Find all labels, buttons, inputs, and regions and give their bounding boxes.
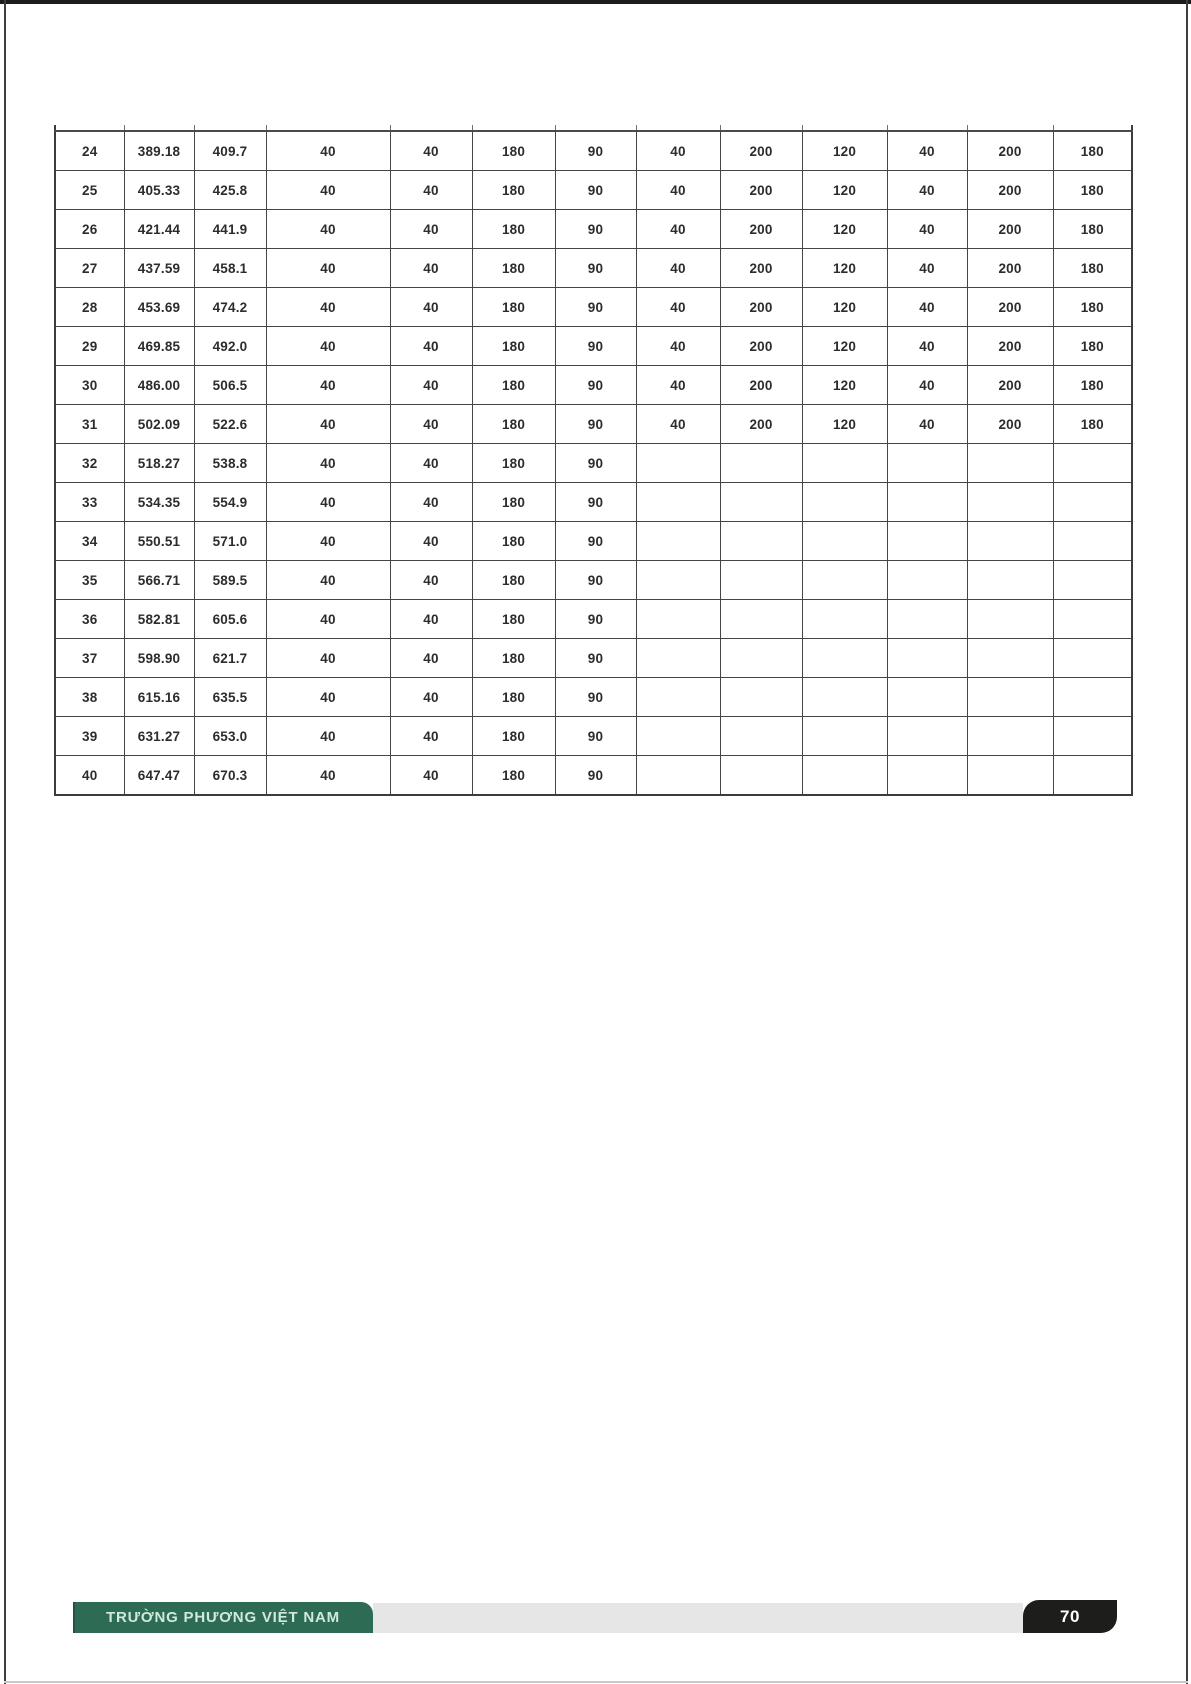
- table-cell: 598.90: [124, 639, 194, 678]
- table-cell: 506.5: [194, 366, 266, 405]
- table-cell: [802, 678, 887, 717]
- table-cell: 437.59: [124, 249, 194, 288]
- table-cell: [720, 483, 802, 522]
- table-cell: 90: [555, 405, 636, 444]
- table-cell: [802, 717, 887, 756]
- table-cell: [636, 717, 720, 756]
- table-cell: 421.44: [124, 210, 194, 249]
- table-cell: 40: [266, 131, 390, 171]
- table-cell: 40: [266, 561, 390, 600]
- table-cell: 90: [555, 288, 636, 327]
- table-cell: 120: [802, 131, 887, 171]
- table-cell: 200: [720, 249, 802, 288]
- table-cell: [1053, 522, 1132, 561]
- table-cell: [887, 678, 967, 717]
- table-cell: 180: [472, 600, 555, 639]
- table-cell: 605.6: [194, 600, 266, 639]
- table-cell: 120: [802, 288, 887, 327]
- table-cell: 200: [720, 288, 802, 327]
- table-cell: 571.0: [194, 522, 266, 561]
- table-cell: [967, 561, 1053, 600]
- table-cell: [802, 483, 887, 522]
- table-cell: 120: [802, 249, 887, 288]
- table-cell: 90: [555, 639, 636, 678]
- table-cell: [636, 600, 720, 639]
- table-cell: [967, 600, 1053, 639]
- table-cell: 31: [55, 405, 124, 444]
- table-cell: 180: [472, 210, 555, 249]
- table-cell: [636, 522, 720, 561]
- table-cell: 40: [266, 444, 390, 483]
- table-cell: 90: [555, 327, 636, 366]
- table-cell: 40: [390, 717, 472, 756]
- table-row: [55, 171, 1132, 210]
- table-cell: 180: [472, 717, 555, 756]
- table-cell: 200: [967, 210, 1053, 249]
- table-cell: 180: [472, 327, 555, 366]
- table-cell: [636, 756, 720, 796]
- table-cell: 180: [1053, 405, 1132, 444]
- table-cell: 200: [967, 288, 1053, 327]
- table-cell: 33: [55, 483, 124, 522]
- table-cell: 589.5: [194, 561, 266, 600]
- table-cell: 389.18: [124, 131, 194, 171]
- table-cell: 40: [636, 131, 720, 171]
- table-cell: 40: [887, 405, 967, 444]
- table-cell: 200: [967, 131, 1053, 171]
- table-cell: 425.8: [194, 171, 266, 210]
- table-cell: 40: [266, 327, 390, 366]
- table-cell: [1053, 639, 1132, 678]
- table-cell: 40: [390, 483, 472, 522]
- table-cell: [887, 756, 967, 796]
- table-cell: 200: [720, 366, 802, 405]
- table-cell: 90: [555, 210, 636, 249]
- table-cell: 40: [266, 717, 390, 756]
- table-cell: 180: [472, 561, 555, 600]
- table-row: [55, 561, 1132, 600]
- table-cell: [720, 444, 802, 483]
- table-cell: 120: [802, 405, 887, 444]
- table-cell: 90: [555, 561, 636, 600]
- table-row: [55, 210, 1132, 249]
- table-cell: 486.00: [124, 366, 194, 405]
- table-row: [55, 522, 1132, 561]
- table-cell: 180: [472, 171, 555, 210]
- table-cell: 35: [55, 561, 124, 600]
- table-row: [55, 288, 1132, 327]
- table-cell: 200: [720, 405, 802, 444]
- table-cell: 502.09: [124, 405, 194, 444]
- table-cell: 200: [967, 327, 1053, 366]
- table-cell: 534.35: [124, 483, 194, 522]
- table-cell: [636, 483, 720, 522]
- page-number-badge: [1023, 1600, 1117, 1633]
- table-cell: 180: [472, 756, 555, 796]
- table-cell: [802, 600, 887, 639]
- table-cell: [1053, 678, 1132, 717]
- table-cell: 40: [390, 131, 472, 171]
- table-cell: [967, 522, 1053, 561]
- table-cell: [720, 561, 802, 600]
- table-cell: 40: [390, 522, 472, 561]
- page-border-right: [1186, 0, 1188, 1684]
- table-cell: 180: [1053, 171, 1132, 210]
- table-cell: 120: [802, 171, 887, 210]
- table-cell: 40: [266, 483, 390, 522]
- table-cell: 90: [555, 171, 636, 210]
- table-cell: [887, 444, 967, 483]
- table-cell: 40: [390, 678, 472, 717]
- table-cell: 492.0: [194, 327, 266, 366]
- table-cell: 40: [390, 249, 472, 288]
- table-cell: 409.7: [194, 131, 266, 171]
- table-cell: 120: [802, 327, 887, 366]
- table-cell: 474.2: [194, 288, 266, 327]
- table-cell: 647.47: [124, 756, 194, 796]
- table-cell: 40: [887, 249, 967, 288]
- table-cell: [967, 678, 1053, 717]
- table-cell: [967, 717, 1053, 756]
- table-cell: 653.0: [194, 717, 266, 756]
- table-cell: 631.27: [124, 717, 194, 756]
- table-cell: [1053, 756, 1132, 796]
- table-cell: 34: [55, 522, 124, 561]
- table-cell: 28: [55, 288, 124, 327]
- table-cell: [1053, 717, 1132, 756]
- table-cell: 200: [967, 366, 1053, 405]
- table-cell: 180: [472, 639, 555, 678]
- table-cell: 36: [55, 600, 124, 639]
- table-cell: [967, 444, 1053, 483]
- table-cell: 40: [887, 210, 967, 249]
- table-row: [55, 717, 1132, 756]
- page-border-top: [0, 0, 1191, 4]
- table-cell: 40: [887, 327, 967, 366]
- table-cell: 120: [802, 210, 887, 249]
- table-cell: [887, 639, 967, 678]
- table-cell: 670.3: [194, 756, 266, 796]
- table-cell: 200: [967, 171, 1053, 210]
- table-cell: [1053, 444, 1132, 483]
- table-cell: [887, 717, 967, 756]
- table-cell: [1053, 483, 1132, 522]
- table-cell: 635.5: [194, 678, 266, 717]
- table-cell: 40: [266, 678, 390, 717]
- table-cell: 40: [636, 366, 720, 405]
- table-cell: 180: [472, 249, 555, 288]
- table-cell: 26: [55, 210, 124, 249]
- table-cell: 40: [887, 131, 967, 171]
- table-cell: 90: [555, 444, 636, 483]
- table-cell: 554.9: [194, 483, 266, 522]
- table-cell: 40: [266, 522, 390, 561]
- table-cell: 40: [390, 756, 472, 796]
- table-cell: 200: [967, 249, 1053, 288]
- table-cell: 180: [1053, 210, 1132, 249]
- table-cell: [802, 639, 887, 678]
- table-cell: [720, 522, 802, 561]
- table-cell: [636, 678, 720, 717]
- table-cell: 550.51: [124, 522, 194, 561]
- table-cell: 200: [720, 327, 802, 366]
- table-cell: 37: [55, 639, 124, 678]
- table-cell: [887, 561, 967, 600]
- table-cell: 40: [390, 561, 472, 600]
- table-cell: 90: [555, 483, 636, 522]
- page-number-label: 70: [1060, 1606, 1080, 1626]
- table-cell: 180: [1053, 131, 1132, 171]
- table-cell: 90: [555, 756, 636, 796]
- table-cell: 38: [55, 678, 124, 717]
- table-cell: 90: [555, 522, 636, 561]
- table-cell: 90: [555, 678, 636, 717]
- table-cell: 40: [390, 327, 472, 366]
- table-cell: 180: [472, 405, 555, 444]
- table-cell: 39: [55, 717, 124, 756]
- table-cell: 40: [266, 210, 390, 249]
- table-cell: 582.81: [124, 600, 194, 639]
- table-cell: 621.7: [194, 639, 266, 678]
- page-border-bottom: [4, 1681, 1188, 1683]
- table-cell: 30: [55, 366, 124, 405]
- page-border-left: [4, 0, 6, 1684]
- table-cell: [967, 483, 1053, 522]
- table-cell: 40: [266, 756, 390, 796]
- table-row: [55, 249, 1132, 288]
- table-cell: 40: [390, 210, 472, 249]
- table-cell: 40: [266, 288, 390, 327]
- footer-brand-label: TRƯỜNG PHƯƠNG VIỆT NAM: [106, 1609, 340, 1626]
- table-cell: [1053, 600, 1132, 639]
- table-cell: 40: [636, 327, 720, 366]
- table-cell: 25: [55, 171, 124, 210]
- table-cell: 90: [555, 600, 636, 639]
- table-cell: [636, 639, 720, 678]
- table-cell: 615.16: [124, 678, 194, 717]
- table-cell: 90: [555, 366, 636, 405]
- table-cell: 566.71: [124, 561, 194, 600]
- table-cell: 180: [472, 678, 555, 717]
- table-cell: 469.85: [124, 327, 194, 366]
- table-cell: [802, 444, 887, 483]
- continued-data-table: [54, 125, 1133, 796]
- table-cell: 40: [636, 171, 720, 210]
- table-cell: [967, 639, 1053, 678]
- table-cell: 180: [472, 288, 555, 327]
- table-cell: [636, 561, 720, 600]
- table-cell: 453.69: [124, 288, 194, 327]
- table-cell: 40: [390, 288, 472, 327]
- footer-divider-bar: [373, 1603, 1023, 1633]
- table-cell: [802, 756, 887, 796]
- table-cell: 40: [636, 249, 720, 288]
- table-cell: 40: [266, 171, 390, 210]
- table-row: [55, 678, 1132, 717]
- table-cell: 40: [636, 405, 720, 444]
- table-cell: 40: [887, 366, 967, 405]
- table-cell: 441.9: [194, 210, 266, 249]
- table-cell: 90: [555, 717, 636, 756]
- table-row: [55, 366, 1132, 405]
- table-cell: 90: [555, 249, 636, 288]
- page-footer: [73, 1600, 1117, 1633]
- table-cell: 40: [390, 405, 472, 444]
- table-cell: [887, 483, 967, 522]
- table-cell: 518.27: [124, 444, 194, 483]
- table-row: [55, 756, 1132, 796]
- table-cell: 40: [390, 600, 472, 639]
- table-row: [55, 444, 1132, 483]
- table-cell: 180: [1053, 288, 1132, 327]
- table-cell: 24: [55, 131, 124, 171]
- table-row: [55, 405, 1132, 444]
- table-cell: 40: [887, 171, 967, 210]
- table-cell: 180: [472, 366, 555, 405]
- table-cell: 27: [55, 249, 124, 288]
- table-cell: 405.33: [124, 171, 194, 210]
- footer-brand-badge: [73, 1602, 373, 1633]
- table-row: [55, 327, 1132, 366]
- table-cell: [636, 444, 720, 483]
- table-row: [55, 639, 1132, 678]
- table-cell: 40: [55, 756, 124, 796]
- table-cell: 40: [887, 288, 967, 327]
- table-cell: 120: [802, 366, 887, 405]
- table-cell: 29: [55, 327, 124, 366]
- table-cell: [967, 756, 1053, 796]
- table-cell: 40: [266, 366, 390, 405]
- table-cell: [802, 522, 887, 561]
- table-cell: 90: [555, 131, 636, 171]
- table-cell: [887, 522, 967, 561]
- table-cell: 40: [390, 366, 472, 405]
- table-cell: 40: [636, 288, 720, 327]
- table-cell: 180: [472, 483, 555, 522]
- table-cell: 200: [720, 210, 802, 249]
- table-cell: [720, 678, 802, 717]
- table-cell: 200: [967, 405, 1053, 444]
- table-cell: 40: [636, 210, 720, 249]
- table-cell: 40: [390, 444, 472, 483]
- table-cell: [887, 600, 967, 639]
- table-cell: 180: [1053, 366, 1132, 405]
- table-cell: [720, 639, 802, 678]
- table-cell: 458.1: [194, 249, 266, 288]
- table-cell: 40: [390, 639, 472, 678]
- table-cell: [720, 717, 802, 756]
- table-cell: [720, 600, 802, 639]
- table-cell: 180: [472, 131, 555, 171]
- table-row: [55, 131, 1132, 171]
- table-cell: 40: [266, 600, 390, 639]
- table-cell: 522.6: [194, 405, 266, 444]
- table-cell: [1053, 561, 1132, 600]
- table-cell: 40: [266, 639, 390, 678]
- table-cell: 32: [55, 444, 124, 483]
- table-cell: 180: [472, 522, 555, 561]
- table-cell: [802, 561, 887, 600]
- table-cell: 180: [1053, 249, 1132, 288]
- table-cell: 200: [720, 131, 802, 171]
- table-cell: 180: [1053, 327, 1132, 366]
- table-row: [55, 483, 1132, 522]
- table-cell: 180: [472, 444, 555, 483]
- table-cell: 40: [266, 405, 390, 444]
- table-cell: 40: [266, 249, 390, 288]
- table-cell: 200: [720, 171, 802, 210]
- table-row: [55, 600, 1132, 639]
- table-cell: 40: [390, 171, 472, 210]
- table-cell: [720, 756, 802, 796]
- table-cell: 538.8: [194, 444, 266, 483]
